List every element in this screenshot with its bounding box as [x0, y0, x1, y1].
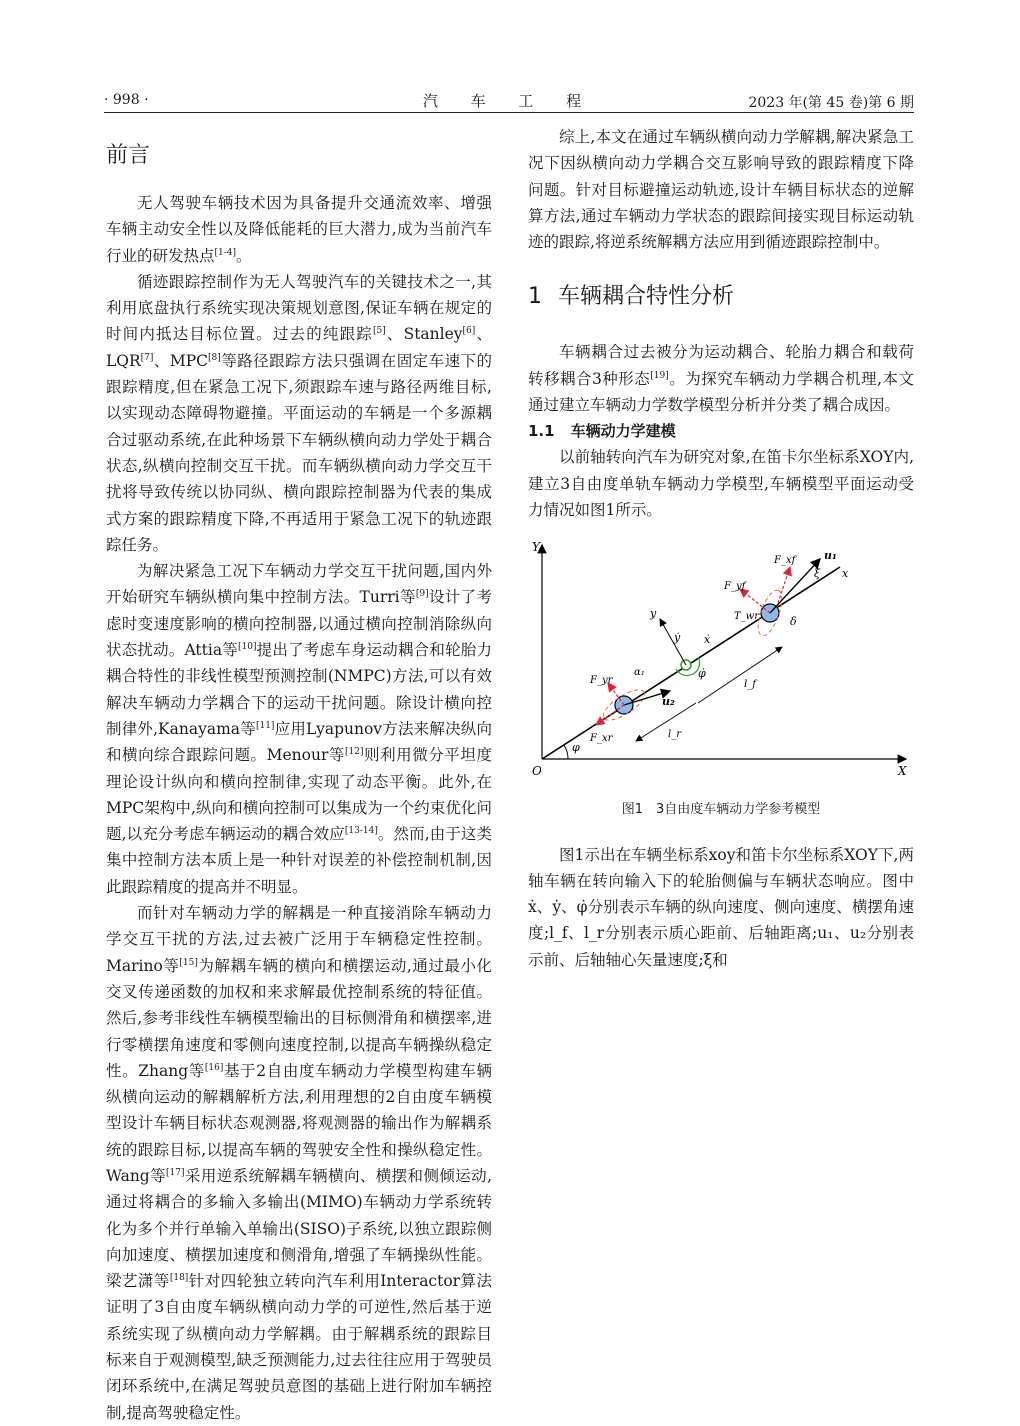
origin-label: O — [532, 764, 542, 779]
left-column — [106, 122, 492, 1426]
lateral-velocity-label: ẏ — [674, 631, 681, 645]
rear-distance-label: l_r — [668, 729, 681, 741]
yaw-angle-label: φ — [572, 741, 580, 755]
intro-paragraph-2: 循迹跟踪控制作为无人驾驶汽车的关键技术之一,其利用底盘执行系统实现决策规划意图,保证车辆在规定的时间内抵达目标位置。过去的纯跟踪[5]、Stanley[6]、LQR[7]、MPC[8]等路径跟踪方法只强调在固定车速下的跟踪精度,但在紧急工况下,须跟踪车速与路径两维目标,以实现动态障碍物避撞。平面运动的车辆是一个多源耦合过驱动系统,在此种场景下车辆纵横向动力学处于耦合状态,纵横向控制交互干扰。而车辆纵横向动力学交互干扰将导致传统以协同纵、横向跟踪控制器为代表的集成式方案的跟踪精度下降,不再适用于紧急工况下的轨迹跟踪任务。 — [106, 272, 492, 554]
yaw-angle-arc — [564, 745, 568, 759]
body-x-label: x — [842, 567, 849, 581]
front-axle-velocity — [770, 559, 820, 613]
section-1-paragraph-2: 以前轴转向汽车为研究对象,在笛卡尔坐标系XOY内,建立3自由度单轨车辆动力学模型,车辆模型平面运动受力情况如图1所示。 — [528, 448, 914, 519]
figure-1-caption: 图1 3自由度车辆动力学参考模型 — [621, 802, 821, 818]
section-1-paragraph-1: 车辆耦合过去被分为运动耦合、轮胎力耦合和载荷转移耦合3种形态[19]。为探究车辆动力学耦合机理,本文通过建立车辆动力学数学模型分析并分类了耦合成因。 — [528, 343, 914, 415]
issue-info: 2023 年(第 45 卷)第 6 期 — [748, 95, 914, 111]
longitudinal-velocity-label: ẋ — [704, 633, 711, 647]
rear-slip-label: α₁ — [634, 667, 645, 679]
steer-angle-label: δ — [790, 615, 797, 629]
intro-paragraph-5: 综上,本文在通过车辆纵横向动力学解耦,解决紧急工况下因纵横向动力学耦合交互影响导致的跟踪精度下降问题。针对目标避撞运动轨迹,设计车辆目标状态的逆解算方法,通过车辆动力学状态的跟踪间接实现目标运动轨迹的跟踪,将逆系统解耦方法应用到循迹跟踪控制中。 — [528, 128, 914, 252]
rear-longitudinal-force-label: F_xr — [590, 733, 613, 745]
body-y-label: y — [650, 607, 657, 621]
figure-1-vehicle-model — [528, 537, 914, 787]
slip-angle-label: ξ — [814, 567, 821, 581]
rear-axle-velocity-label: u₂ — [662, 695, 675, 709]
running-header — [104, 90, 914, 113]
page-number: · 998 · — [104, 92, 149, 108]
journal-name: 汽 车 工 程 — [422, 92, 596, 110]
intro-heading: 前言 — [106, 143, 151, 168]
wheel-torque-label: T_wr — [734, 611, 760, 623]
section-1-paragraph-3: 图1示出在车辆坐标系xoy和笛卡尔坐标系XOY下,两轴车辆在转向输入下的轮胎侧偏与车辆状态响应。图中ẋ、ẏ、φ̇分别表示车辆的纵向速度、侧向速度、横摆角速度;l_f、l_r分别表示质心距前、后轴距离;u₁、u₂分别表示前、后轴轴心矢量速度;ξ和 — [528, 845, 914, 969]
front-axle-velocity-label: u₁ — [824, 549, 837, 563]
global-y-label: Y — [532, 540, 540, 555]
front-lateral-force-label: F_yf — [724, 581, 746, 593]
rear-distance-line — [636, 703, 696, 741]
front-distance-line — [698, 647, 782, 703]
yaw-rate-label: φ̇ — [698, 667, 706, 681]
global-x-label: X — [898, 764, 907, 779]
intro-paragraph-4: 而针对车辆动力学的解耦是一种直接消除车辆动力学交互干扰的方法,过去被广泛用于车辆稳定性控制。Marino等[15]为解耦车辆的横向和横摆运动,通过最小化交叉传递函数的加权和来求解最优控制系统的特征值。然后,参考非线性车辆模型输出的目标侧滑角和横摆率,进行零横摆角速度和零侧向速度控制,以提高车辆操纵稳定性。Zhang等[16]基于2自由度车辆动力学模型构建车辆纵横向运动的解耦解析方法,利用理想的2自由度车辆模型设计车辆目标状态观测器,将观测器的输出作为解耦系统的跟踪目标,以提高车辆的驾驶安全性和操纵稳定性。Wang等[17]采用逆系统解耦车辆横向、横摆和侧倾运动,通过将耦合的多输入多输出(MIMO)车辆动力学系统转化为多个并行单输入单输出(SISO)子系统,以独立跟踪侧向加速度、横摆加速度和侧滑角,增强了车辆操纵性能。梁艺潇等[18]针对四轮独立转向汽车利用Interactor算法证明了3自由度车辆纵横向动力学的可逆性,然后基于逆系统实现了纵横向动力学解耦。由于解耦系统的跟踪目标来自于观测模型,缺乏预测能力,过去往往应用于驾驶员闭环系统中,在满足驾驶员意图的基础上进行附加车辆控制,提高驾驶稳定性。 — [106, 904, 492, 1422]
front-distance-label: l_f — [744, 679, 756, 691]
intro-paragraph-1: 无人驾驶车辆技术因为具备提升交通流效率、增强车辆主动安全性以及降低能耗的巨大潜力,成为当前汽车行业的研发热点[1-4]。 — [106, 194, 492, 265]
vehicle-model-diagram — [528, 537, 914, 787]
section-1-heading: 1 车辆耦合特性分析 — [528, 284, 735, 310]
subsection-1-1-heading: 1.1 车辆动力学建模 — [528, 422, 676, 441]
intro-paragraph-3: 为解决紧急工况下车辆动力学交互干扰问题,国内外开始研究车辆纵横向集中控制方法。Turri等[9]设计了考虑时变速度影响的横向控制器,以通过横向控制消除纵向状态扰动。Attia等[10]提出了考虑车身运动耦合和轮胎力耦合特性的非线性模型预测控制(NMPC)方法,可以有效解决车辆动力学耦合下的运动干扰问题。除设计横向控制律外,Kanayama等[11]应用Lyapunov方法来解决纵向和横向综合跟踪问题。Menour等[12]则利用微分平坦度理论设计纵向和横向控制律,实现了动态平衡。此外,在MPC架构中,纵向和横向控制可以集成为一个约束优化问题,以充分考虑车辆运动的耦合效应[13-14]。然而,由于这类集中控制方法本质上是一种针对误差的补偿控制机制,因此跟踪精度的提高并不明显。 — [106, 562, 492, 896]
body-y-axis — [660, 619, 686, 665]
front-longitudinal-force-label: F_xf — [774, 555, 796, 567]
right-column — [528, 122, 914, 973]
rear-lateral-force-label: F_yr — [590, 675, 613, 687]
